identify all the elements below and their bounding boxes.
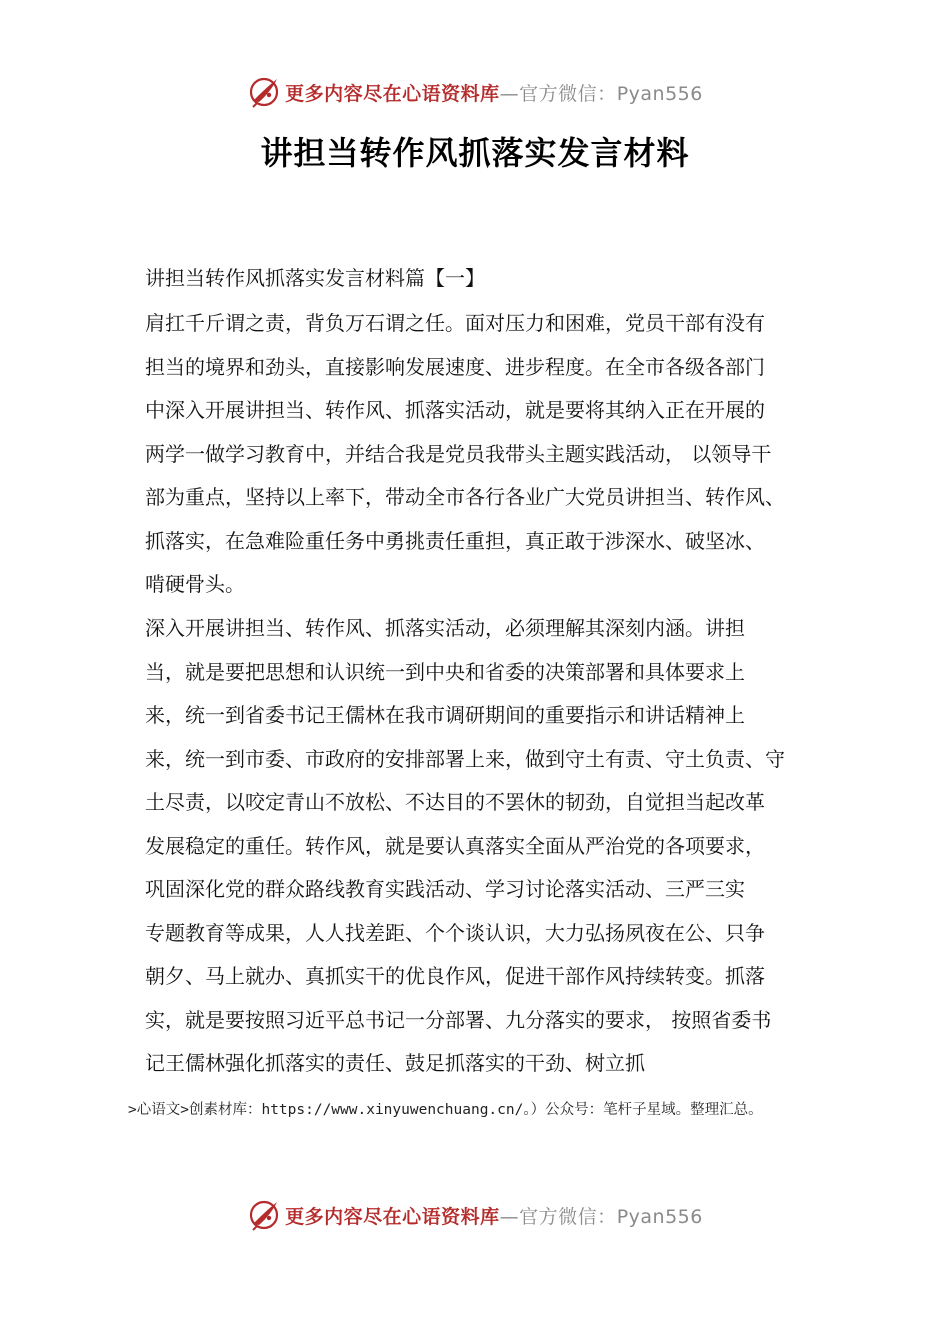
banner-main-text: 更多内容尽在心语资料库	[285, 1205, 500, 1228]
text-line: 巩固深化党的群众路线教育实践活动、学习讨论落实活动、三严三实	[145, 877, 745, 901]
text-line: 两学一做学习教育中，并结合我是党员我带头主题实践活动， 以领导干	[145, 441, 772, 466]
source-footnote: >心语文>创素材库：https://www.xinyuwenchuang.cn/。）公众号：笔杆子星域。整理汇总。	[128, 1102, 763, 1118]
text-line: 当，就是要把思想和认识统一到中央和省委的决策部署和具体要求上	[145, 659, 745, 684]
header-banner	[0, 72, 950, 112]
text-line: 啃硬骨头。	[145, 572, 245, 596]
banner-separator: —官方微信：	[499, 82, 617, 105]
text-line: 肩扛千斤谓之责，背负万石谓之任。面对压力和困难，党员干部有没有	[145, 311, 765, 335]
banner-wechat-id: Pyan556	[616, 82, 703, 105]
banner-wechat-id: Pyan556	[616, 1205, 703, 1228]
text-line: 来，统一到市委、市政府的安排部署上来，做到守土有责、守土负责、守	[145, 746, 785, 771]
text-line: 实，就是要按照习近平总书记一分部署、九分落实的要求， 按照省委书	[145, 1007, 772, 1032]
text-line: 担当的境界和劲头，直接影响发展速度、进步程度。在全市各级各部门	[145, 354, 765, 379]
banner-text	[285, 1202, 703, 1229]
banner-text	[285, 79, 703, 106]
text-line: 土尽责，以咬定青山不放松、不达目的不罢休的韧劲，自觉担当起改革	[145, 790, 765, 814]
paragraph-2	[145, 607, 845, 1086]
banner-main-text: 更多内容尽在心语资料库	[285, 82, 500, 105]
footer-banner	[0, 1195, 950, 1235]
text-line: 来，统一到省委书记王儒林在我市调研期间的重要指示和讲话精神上	[145, 703, 745, 727]
paragraph-1	[145, 302, 845, 607]
text-line: 记王儒林强化抓落实的责任、鼓足抓落实的干劲、树立抓	[145, 1051, 645, 1075]
banner-separator: —官方微信：	[499, 1205, 617, 1228]
text-line: 朝夕、马上就办、真抓实干的优良作风，促进干部作风持续转变。抓落	[145, 964, 765, 988]
text-line: 发展稳定的重任。转作风，就是要认真落实全面从严治党的各项要求，	[145, 833, 765, 858]
section-heading: 讲担当转作风抓落实发言材料篇【一】	[145, 266, 485, 290]
text-line: 抓落实，在急难险重任务中勇挑责任重担，真正敢于涉深水、破坚冰、	[145, 528, 765, 553]
text-line: 深入开展讲担当、转作风、抓落实活动，必须理解其深刻内涵。讲担	[145, 616, 745, 640]
text-line: 专题教育等成果，人人找差距、个个谈认识，大力弘扬夙夜在公、只争	[145, 920, 765, 945]
quill-seal-icon	[247, 75, 281, 109]
text-line: 中深入开展讲担当、转作风、抓落实活动，就是要将其纳入正在开展的	[145, 398, 765, 422]
quill-seal-icon	[247, 1198, 281, 1232]
document-title: 讲担当转作风抓落实发言材料	[260, 134, 690, 172]
text-line: 部为重点，坚持以上率下，带动全市各行各业广大党员讲担当、转作风、	[145, 485, 785, 509]
